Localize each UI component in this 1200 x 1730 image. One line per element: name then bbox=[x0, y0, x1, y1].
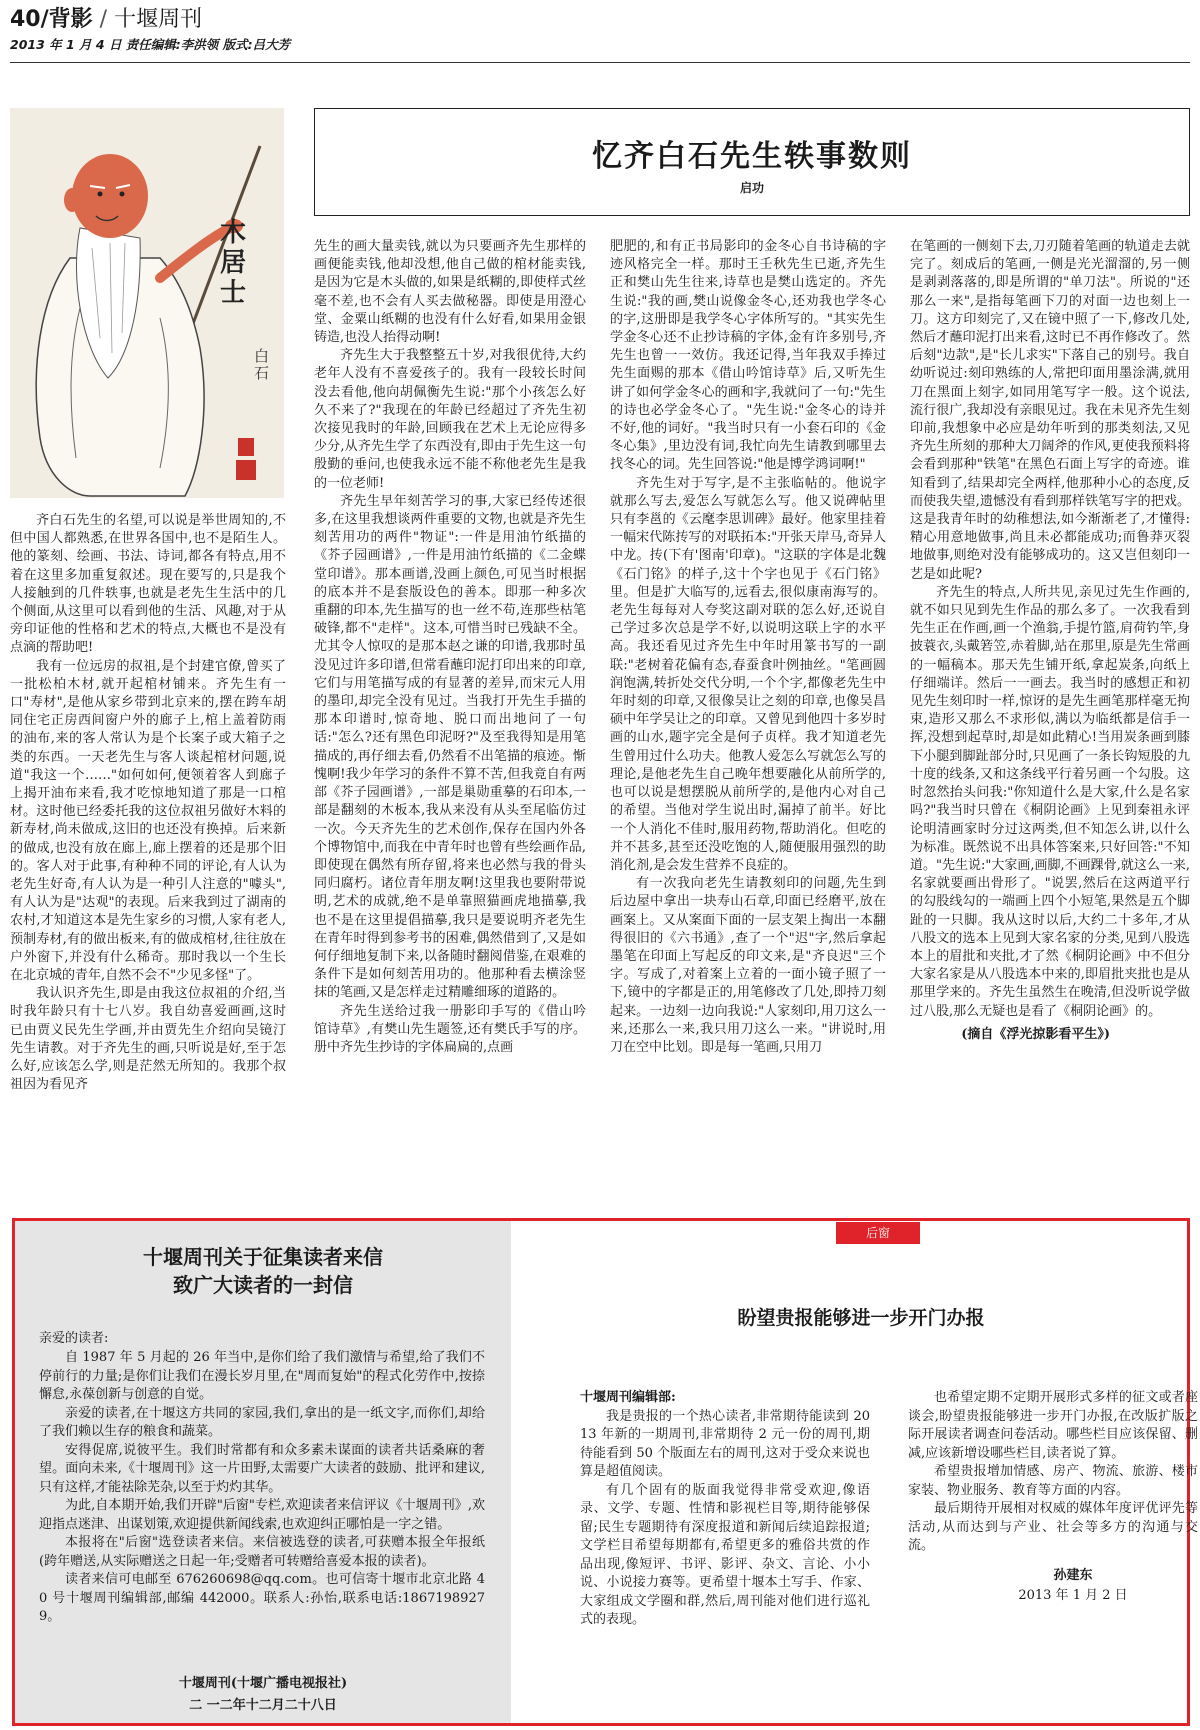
article-paragraph: 我有一位远房的叔祖,是个封建官僚,曾买了一批松柏木材,就开起棺材铺来。齐先生有一口"寿材",是他从家乡带到北京来的,摆在跨车胡同住宅正房西间窗户外的廊子上,棺上盖着防雨的油布,来的客人常认为是个长案子或大箱子之类的东西。一天老先生与客人谈起棺材问题,说道"我这一个……"如何如何,便领着客人到廊子上揭开油布来看,我才吃惊地知道了那是一口棺材。这时他已经委托我的这位叔祖另做好木料的新寿材,尚未做成,这旧的也还没有换掉。后来新的做成,也没有放在廊上,廊上摆着的还是那个旧的。客人对于此事,有种种不同的评论,有人认为老先生好奇,有人认为是一种引人注意的"噱头",有人认为是"达观"的表现。后来我到过了湖南的农村,才知道这本是先生家乡的习惯,人家有老人,预制寿材,有的做出板来,有的做成棺材,往往放在户外窗下,并没有什么稀奇。那时我以一个生长在北京城的青年,自然不会不"少见多怪"了。 bbox=[10, 658, 286, 984]
article-paragraph: 齐先生大于我整整五十岁,对我很优待,大约老年人没有不喜爱孩子的。我有一段较长时间没去看他,他向胡佩衡先生说:"那个小孩怎么好久不来了?"我现在的年龄已经超过了齐先生初次接见我时的年龄,回顾我在艺术上无论应得多少分,从齐先生学了东西没有,即由于先生这一句殷勤的垂问,也使我永远不能不称他老先生是我的一位老师! bbox=[314, 348, 586, 491]
open-letter-title-line-2: 致广大读者的一封信 bbox=[173, 1273, 353, 1297]
reader-letter-panel bbox=[536, 1221, 1198, 1723]
open-letter-sign-org: 十堰周刊(十堰广播电视报社) bbox=[178, 1676, 348, 1691]
reader-letter-signer: 孙建东 bbox=[1053, 1567, 1093, 1583]
open-letter-signature bbox=[15, 1673, 511, 1717]
open-letter-salutation: 亲爱的读者: bbox=[39, 1331, 109, 1346]
reader-letter-paragraph: 有几个固有的版面我觉得非常受欢迎,像语录、文学、专题、性情和影视栏目等,期待能够保留;民生专题期待有深度报道和新闻后续追踪报道;文学栏目希望每期都有,希望更多的雅俗共赏的作品出现,像短评、书评、影评、杂文、言论、小小说、小说接力赛等。更希望十堰本土写手、作家、大家组成文学圈和群,然后,周刊能对他们进行巡礼式的表现。 bbox=[580, 1482, 870, 1627]
masthead bbox=[10, 6, 1190, 58]
section-name: 背影 bbox=[48, 7, 93, 32]
article-paragraph: 齐先生早年刻苦学习的事,大家已经传述很多,在这里我想谈两件重要的文物,也就是齐先生刻苦用功的两件"物证":一件是用油竹纸描的《芥子园画谱》,一件是用油竹纸描的《二金蝶堂印谱》。那本画谱,没画上颜色,可见当时根据的底本并不是套版设色的善本。即那一种多次重翻的印本,先生描写的也一丝不苟,连那些枯笔破锋,都不"走样"。这本,可惜当时已残缺不全。尤其令人惊叹的是那本赵之谦的印谱,我那时虽没见过许多印谱,但常看蘸印泥打印出来的印章,它们与用笔描写成的有显著的差异,而宋元人用的墨印,却完全没有见过。当我打开先生手描的那本印谱时,惊奇地、脱口而出地问了一句话:"怎么?还有黑色印泥呀?"及至我得知是用笔描成的,再仔细去看,仍然看不出笔描的痕迹。惭愧啊!我少年学习的条件不算不苦,但我竟自有两部《芥子园画谱》,一部是巢勋重摹的石印本,一部是翻刻的木板本,我从来没有从头至尾临仿过一次。今天齐先生的艺术创作,保存在国内外各个博物馆中,而我在中青年时也曾有些绘画作品,即使现在偶然有所存留,将来也必然与我的骨头同归腐朽。诸位青年朋友啊!这里我也要附带说明,艺术的成就,绝不是单靠照猫画虎地描摹,我也不是在这里提倡描摹,我只是要说明齐老先生在青年时得到参考书的困难,偶然借到了,又是如何仔细地复制下来,以备随时翻阅借鉴,在艰难的条件下是如何刻苦用功的。他那种看去横涂竖抹的笔画,又是怎样走过精雕细琢的道路的。 bbox=[314, 493, 586, 1001]
rear-window-tag: 后窗 bbox=[836, 1222, 920, 1244]
article-paragraph: 齐先生送给过我一册影印手写的《借山吟馆诗草》,有樊山先生题签,还有樊氏手写的序。册中齐先生抄诗的字体扁扁的,点画 bbox=[314, 1003, 586, 1055]
reader-letter-column-2 bbox=[908, 1389, 1198, 1606]
open-letter-paragraph: 安得促席,说彼平生。我们时常都有和众多素未谋面的读者共话桑麻的奢望。面向未来,《十堰周刊》这一片田野,太需要广大读者的鼓励、批评和建议,只有这样,才能祛除芜杂,以至于灼灼其华。 bbox=[39, 1442, 485, 1495]
open-letter-title bbox=[15, 1243, 511, 1299]
reader-letter-paragraph: 最后期待开展相对权威的媒体年度评优评先等活动,从而达到与产业、社会等多方的沟通与交流。 bbox=[908, 1501, 1198, 1553]
issue-meta: 2013 年 1 月 4 日 责任编辑:李洪领 版式:吕大芳 bbox=[10, 37, 291, 52]
reader-letter-title: 盼望贵报能够进一步开门办报 bbox=[737, 1307, 985, 1329]
open-letter-body bbox=[39, 1329, 485, 1627]
article-title-box bbox=[314, 108, 1190, 216]
article-column-3 bbox=[610, 238, 886, 1212]
open-letter-paragraph: 为此,自本期开始,我们开辟"后窗"专栏,欢迎读者来信评议《十堰周刊》,欢迎指点迷津、出谋划策,欢迎提供新闻线索,也欢迎纠正哪怕是一字之错。 bbox=[39, 1498, 485, 1532]
qi-baishi-painting bbox=[10, 108, 284, 498]
article-paragraph: 齐白石先生的名望,可以说是举世周知的,不但中国人都熟悉,在世界各国中,也不是陌生人。他的篆刻、绘画、书法、诗词,都各有特点,用不着在这里多加重复叙述。现在要写的,只是我个人接触到的几件轶事,也就是老先生生活中的几个侧面,从这里可以看到他的生活、风趣,对于从旁印证他的性格和艺术的特点,大概也不是没有点滴的帮助吧! bbox=[10, 513, 286, 656]
article-author: 启功 bbox=[739, 181, 764, 195]
open-letter-title-line-1: 十堰周刊关于征集读者来信 bbox=[143, 1245, 383, 1269]
article-title: 忆齐白石先生轶事数则 bbox=[592, 139, 912, 174]
article-paragraph: 我认识齐先生,即是由我这位叔祖的介绍,当时我年龄只有十七八岁。我自幼喜爱画画,这时已由贾义民先生学画,并由贾先生介绍向吴镜汀先生请教。对于齐先生的画,只听说是好,至于怎么好,应该怎么学,则是茫然无所知的。我那个叔祖因为看见齐 bbox=[10, 986, 286, 1093]
reader-letter-paragraph: 我是贵报的一个热心读者,非常期待能读到 2013 年新的一期周刊,非常期待 2 元一份的周刊,期待能看到 50 个版面左右的周刊,这对于受众来说也算是超值阅读。 bbox=[580, 1408, 870, 1479]
open-letter-panel bbox=[15, 1221, 511, 1723]
reader-letter-greeting: 十堰周刊编辑部: bbox=[580, 1390, 676, 1405]
article-paragraph: 齐先生对于写字,是不主张临帖的。他说字就那么写去,爱怎么写就怎么写。他又说碑帖里只有李邕的《云麾李思训碑》最好。他家里挂着一幅宋代陈抟写的对联拓本:"开张天岸马,奇异人中龙。抟(下有'图南'印章)。"这联的字体是北魏《石门铭》的样子,这十个字也见于《石门铭》里。但是扩大临写的,远看去,很似康南海写的。老先生每每对人夸奖这副对联的怎么好,还说自己学过多次总是学不好,以说明这联上字的水平高。我还看见过齐先生中年时用篆书写的一副联:"老树着花偏有态,春蚕食叶例抽丝。"笔画圆润饱满,转折处交代分明,一个个字,都像老先生中年时刻的印章,又很像吴让之刻的印章,也像吴昌硕中年学吴让之的印章。又曾见到他四十多岁时画的山水,题字完全是何子贞样。我才知道老先生曾用过什么功夫。他教人爱怎么写就怎么写的理论,是他老先生自己晚年想要融化从前所学的,也可以说是想摆脱从前所学的,是他内心对自己的希望。当他对学生说出时,漏掉了前半。好比一个人消化不佳时,服用药物,帮助消化。但吃的并不甚多,甚至还没吃饱的人,随便服用强烈的助消化剂,是会发生营养不良症的。 bbox=[610, 475, 886, 873]
article-column-2 bbox=[314, 238, 586, 1212]
page-number: 40/ bbox=[10, 7, 49, 32]
open-letter-paragraph: 读者来信可电邮至 676260698@qq.com。也可信寄十堰市北京北路 40 号十堰周刊编辑部,邮编 442000。联系人:孙怡,联系电话:18671989279。 bbox=[39, 1572, 485, 1624]
open-letter-paragraph: 亲爱的读者,在十堰这方共同的家园,我们,拿出的是一纸文字,而你们,却给了我们赖以生存的粮食和蔬菜。 bbox=[39, 1405, 485, 1439]
painting-inscription: 木居士 bbox=[220, 218, 247, 308]
reader-letter-paragraph: 也希望定期不定期开展形式多样的征文或者座谈会,盼望贵报能够进一步开门办报,在改版扩版之际开展读者调查问卷活动。哪些栏目应该保留、删减,应该新增设哪些栏目,读者说了算。 bbox=[908, 1390, 1198, 1461]
article-paragraph: 齐先生的特点,人所共见,亲见过先生作画的,就不如只见到先生作品的那么多了。一次我看到先生正在作画,画一个渔翁,手提竹篮,肩荷钓竿,身披蓑衣,头戴箬笠,赤着脚,站在那里,原是先生常画的一幅稿本。那天先生铺开纸,拿起炭条,向纸上仔细端详。然后一一画去。我当时的感想正和初见先生刻印时一样,惊讶的是先生画笔那样毫无拘束,造形又那么不求形似,满以为临纸都是信手一挥,没想到起草时,却是如此精心!当用炭条画到膝下小腿到脚趾部分时,只见画了一条长钩短股的九十度的线条,又和这条线平行着另画一个勾股。这时忽然抬头问我:"你知道什么是大家,什么是名家吗?"我当时只曾在《桐阴论画》上见到秦祖永评论明清画家时分过这两类,但不知怎么讲,以什么为标准。既然说不出具体答案来,只好回答:"不知道。"先生说:"大家画,画脚,不画踝骨,就这么一来,名家就要画出骨形了。"说罢,然后在这两道平行的勾股线勾的一端画上四个小短笔,果然是五个脚趾的一只脚。我从这时以后,大约二十多年,才从八股文的选本上见到大家名家的分类,见到八股选本上的眉批和夹批,才了然《桐阴论画》中不但分大家名家是从八股选本中来的,即眉批夹批也是从那里学来的。齐先生虽然生在晚清,但没听说学做过八股,那么无疑也是看了《桐阴论画》的。 bbox=[910, 584, 1190, 1019]
article-paragraph: 先生的画大量卖钱,就以为只要画齐先生那样的画便能卖钱,他却没想,他自己做的棺材能卖钱,是因为它是木头做的,如果是纸糊的,即使样式丝毫不差,也不会有人买去做秘器。即使是用澄心堂、金粟山纸糊的也没有什么好看,如果用金银铸造,也没人抬得动啊! bbox=[314, 239, 586, 346]
article-paragraph: 肥肥的,和有正书局影印的金冬心自书诗稿的字迹风格完全一样。那时王壬秋先生已逝,齐先生正和樊山先生往来,诗草也是樊山选定的。齐先生说:"我的画,樊山说像金冬心,还劝我也学冬心的字,这册即是我学冬心字体所写的。"其实先生学金冬心还不止抄诗稿的字体,金有许多别号,齐先生也曾一一效仿。我还记得,当年我双手捧过先生面赐的那本《借山吟馆诗草》后,又听先生讲了如何学金冬心的画和字,我就问了一句:"先生的诗也必学金冬心了。"先生说:"金冬心的诗并不好,他的词好。"我当时只有一小套石印的《金冬心集》,里边没有词,我忙向先生请教到哪里去找冬心的词。先生回答说:"他是博学鸿词啊!" bbox=[610, 239, 886, 473]
masthead-rule bbox=[10, 62, 1190, 63]
paper-name: 十堰周刊 bbox=[114, 7, 203, 32]
masthead-title bbox=[10, 6, 1190, 34]
painting-signature: 白石 bbox=[254, 347, 270, 382]
article-source: (摘自《浮光掠影看平生》) bbox=[961, 1026, 1110, 1042]
article-column-1 bbox=[10, 512, 286, 1212]
reader-letter-column-1 bbox=[580, 1389, 870, 1630]
article-paragraph: 在笔画的一侧刻下去,刀刃随着笔画的轨道走去就完了。刻成后的笔画,一侧是光光溜溜的,另一侧是剥剥落落的,即是所谓的"单刀法"。所说的"还那么一来",是指每笔画下刀的对面一边也刻上一刀。这方印刻完了,又在镜中照了一下,修改几处,然后才蘸印泥打出来看,这时已不再作修改了。然后刻"边款",是"长儿求实"下落自己的别号。我自幼听说过:刻印熟练的人,常把印面用墨涂满,就用刀在黑面上刻字,如同用笔写字一般。这个说法,流行很广,我却没有亲眼见过。我在未见齐先生刻印前,我想象中必应是幼年听到的那类刻法,又见齐先生所刻的那种大刀阔斧的作风,更使我预料将会看到那种"铁笔"在黑色石面上写字的奇迹。谁知看到了,结果却完全两样,他那种小心的态度,反而使我失望,遗憾没有看到那样铁笔写字的把戏。这是我青年时的幼稚想法,如今渐渐老了,才懂得:精心用意地做事,尚且未必都能成功;而鲁莽灭裂地做事,则绝对没有能够成功的。这又岂但刻印一艺是如此呢? bbox=[910, 239, 1190, 582]
reader-letter-date: 2013 年 1 月 2 日 bbox=[1018, 1587, 1128, 1603]
masthead-separator: / bbox=[92, 7, 115, 32]
reader-letter-paragraph: 希望贵报增加情感、房产、物流、旅游、楼市家装、物业服务、教育等方面的内容。 bbox=[908, 1464, 1198, 1498]
article-paragraph: 有一次我向老先生请教刻印的问题,先生到后边屋中拿出一块寿山石章,印面已经磨平,放在画案上。又从案面下面的一层支架上掏出一本翻得很旧的《六书通》,查了一个"迟"字,然后拿起墨笔在印面上写起反的印文来,是"齐良迟"三个字。写成了,对着案上立着的一面小镜子照了一下,镜中的字都是正的,用笔修改了几处,即持刀刻起来。一边刻一边向我说:"人家刻印,用刀这么一来,还那么一来,我只用刀这么一来。"讲说时,用刀在空中比划。即是每一笔画,只用刀 bbox=[610, 876, 886, 1055]
open-letter-paragraph: 自 1987 年 5 月起的 26 年当中,是你们给了我们激情与希望,给了我们不停前行的力量;是你们让我们在漫长岁月里,在"周而复始"的程式化劳作中,按捺懈怠,永葆创新与创意的自觉。 bbox=[39, 1350, 485, 1402]
open-letter-sign-date: 二 一二年十二月二十八日 bbox=[189, 1698, 337, 1713]
article-column-4 bbox=[910, 238, 1190, 1212]
open-letter-paragraph: 本报将在"后窗"选登读者来信。来信被选登的读者,可获赠本报全年报纸(跨年赠送,从实际赠送之日起一年;受赠者可转赠给喜爱本报的读者)。 bbox=[39, 1535, 485, 1569]
